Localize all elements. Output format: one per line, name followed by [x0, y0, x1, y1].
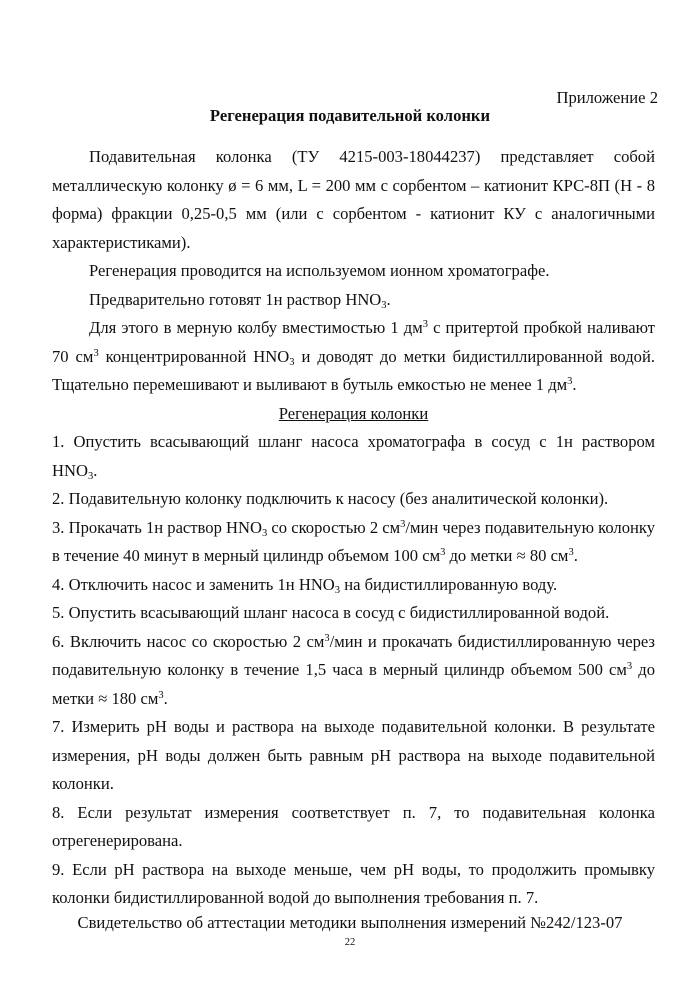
page-title: Регенерация подавительной колонки: [209, 106, 491, 125]
superscript: 3: [93, 347, 99, 359]
superscript: 3: [422, 319, 428, 330]
step-5: 5. Опустить всасывающий шланг насоса в сосуд с бидистиллированной водой.: [52, 603, 610, 622]
superscript: 3: [568, 547, 574, 558]
intro-paragraph-4: [52, 314, 655, 400]
superscript: 3: [158, 689, 164, 701]
text-run: со скоростью 2 см: [267, 517, 401, 537]
text-run: .: [93, 460, 98, 480]
text-run: до метки ≈ 80 см: [445, 546, 569, 565]
superscript: 3: [400, 518, 406, 530]
superscript: 3: [567, 376, 573, 387]
text-run: .: [573, 546, 578, 565]
text-run: 1. Опустить всасывающий шланг насоса хроматографа в сосуд с 1н раствором HNO: [52, 432, 655, 480]
step-9: 9. Если pH раствора на выходе меньше, чем pH воды, то продолжить промывку колонки бидистиллированной водой до выполнения требования п. 7.: [52, 859, 655, 907]
step-6: [52, 628, 655, 714]
superscript: 3: [324, 632, 330, 644]
subscript: 3: [261, 527, 268, 539]
text-run: 4. Отключить насос и заменить 1н HNO: [52, 574, 335, 594]
text-run: 6. Включить насос со скоростью 2 см: [52, 631, 325, 651]
subscript: 3: [87, 470, 94, 482]
superscript: 3: [440, 547, 446, 558]
text-run: /мин через подавительную колонку в течение 40 минут в мерный цилиндр объемом 100 см: [52, 517, 656, 565]
subscript: 3: [381, 299, 387, 311]
step-4: [52, 571, 655, 600]
text-run: Для этого в мерную колбу вместимостью 1 дм: [89, 318, 423, 337]
intro-paragraph-3: [52, 286, 655, 315]
text-run: .: [386, 289, 391, 309]
document-body: [52, 143, 655, 913]
step-7: 7. Измерить pH воды и раствора на выходе подавительной колонки. В результате измерения, pH воды должен быть равным pH раствора на выходе подавительной колонки.: [52, 717, 655, 793]
text-run: до метки ≈ 180 см: [52, 660, 655, 708]
text-run: .: [572, 375, 577, 394]
text-run: на бидистиллированную воду.: [340, 574, 558, 594]
text-run: .: [163, 688, 168, 708]
certificate-footer: Свидетельство об аттестации методики выполнения измерений №242/123-07: [77, 913, 623, 932]
step-3: [52, 514, 655, 571]
page-number: 22: [344, 937, 356, 948]
subscript: 3: [334, 584, 341, 596]
section-heading-text: Регенерация колонки: [278, 403, 429, 423]
intro-paragraph-1: Подавительная колонка (ТУ 4215-003-18044237) представляет собой металлическую колонку ø = 6 мм, L = 200 мм с сорбентом – катионит КРС-8П (Н - 8 форма) фракции 0,25-0,5 мм (или с сорбентом - катионит КУ с аналогичными характеристиками).: [52, 147, 655, 252]
text-run: 3. Прокачать 1н раствор HNO: [52, 517, 262, 537]
superscript: 3: [626, 661, 633, 672]
text-run: Предварительно готовят 1н раствор HNO: [89, 289, 382, 309]
appendix-label: Приложение 2: [556, 88, 658, 107]
intro-paragraph-2: Регенерация проводится на используемом ионном хроматографе.: [89, 261, 550, 280]
step-1: [52, 428, 655, 485]
text-run: концентрированной HNO: [98, 346, 290, 366]
text-run: /мин и прокачать бидистиллированную через подавительную колонку в течение 1,5 часа в мерный цилиндр объемом 500 см: [52, 631, 655, 679]
text-run: и доводят до метки бидистиллированной водой. Тщательно перемешивают и выливают в бутыль емкостью не менее 1 дм: [52, 346, 655, 394]
step-2: 2. Подавительную колонку подключить к насосу (без аналитической колонки).: [52, 489, 609, 508]
section-heading: [52, 400, 655, 429]
step-8: 8. Если результат измерения соответствует п. 7, то подавительная колонка отрегенерирована.: [52, 802, 655, 850]
text-run: с притертой пробкой наливают 70 см: [52, 318, 656, 366]
subscript: 3: [289, 356, 295, 368]
